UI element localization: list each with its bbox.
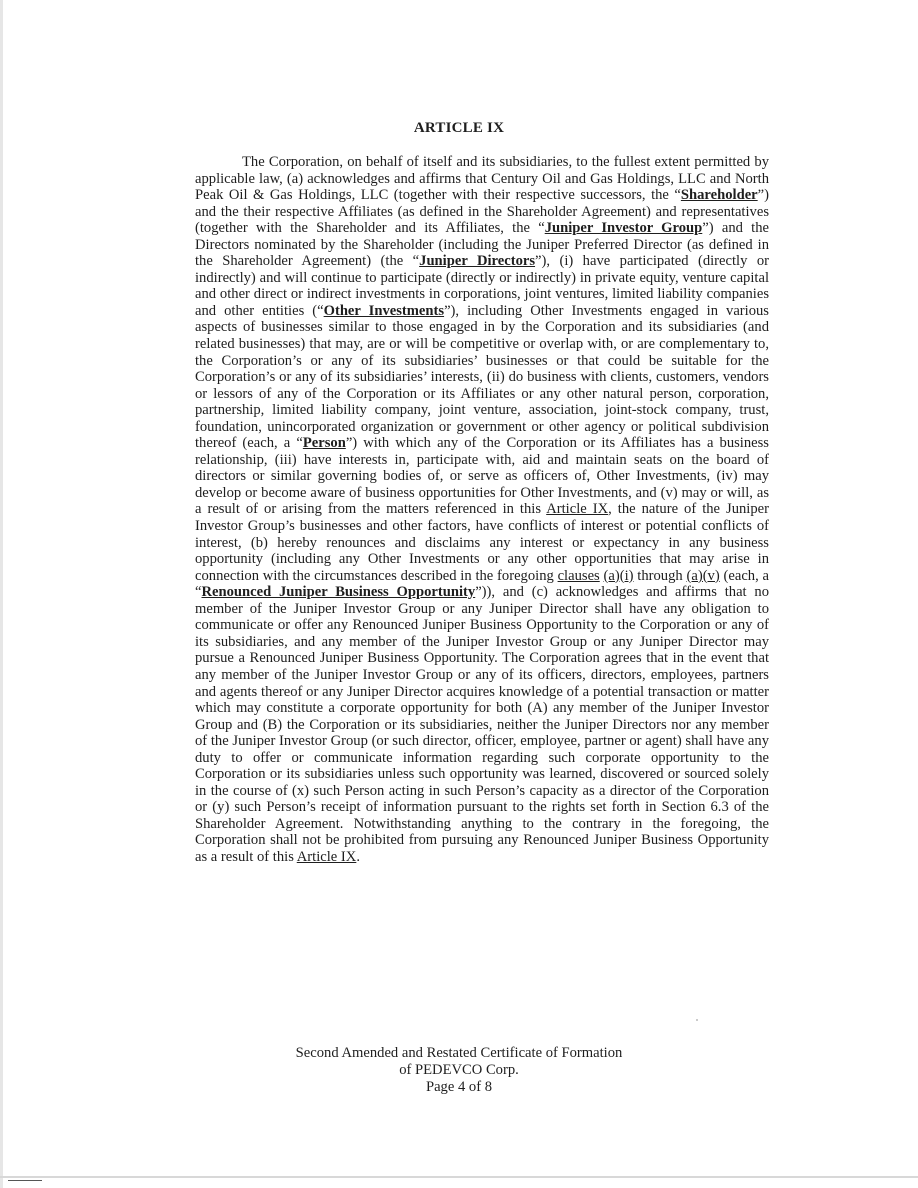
body-text-segment: ”) and the their respective Affiliates (as defined in the Shareholder Agreement) and representatives (together with the Shareholder and its Affiliates, the “ (195, 187, 769, 237)
body-text-segment: ”) and the Directors nominated by the Shareholder (including the Juniper Preferred Director (as defined in the Shareholder Agreement) (the “ (195, 220, 769, 270)
body-text-segment: (each, a “ (195, 567, 770, 601)
scan-speck (696, 1019, 698, 1021)
body-text-segment: , the nature of the Juniper Investor Group’s businesses and other factors, have conflicts of interest or potential conflicts of interest, (b) hereby renounces and disclaims any interest or expectancy in any business opportunity (including any Other Investments or any other opportunities that may arise in connection with the circumstances described in the foregoing (195, 501, 769, 584)
article-heading: ARTICLE IX (413, 120, 505, 136)
body-text-segment: ”), (i) have participated (directly or indirectly) and will continue to participate (directly or indirectly) in private equity, venture capital and other direct or indirect investments in corporations, joint ventures, limited liability companies and other entities (“ (195, 253, 769, 319)
body-text-segment: ”) with which any of the Corporation or its Affiliates has a business relationship, (iii) have interests in, participate with, aid and maintain seats on the board of directors or similar governing bodies of, or serve as officers of, Other Investments, (iv) may develop or become aware of business opportunities for Other Investments, and (v) may or will, as a result of or arising from the matters referenced in this (195, 435, 769, 518)
footer-page-number: Page 4 of 8 (425, 1079, 493, 1095)
body-text-segment: The Corporation, on behalf of itself and its subsidiaries, to the fullest extent permitted by applicable law, (a) acknowledges and affirms that Century Oil and Gas Holdings, LLC and North Peak Oil & Gas Holdings, LLC (together with their respective successors, the “ (195, 154, 769, 204)
body-text-segment: ”), including Other Investments engaged in various aspects of businesses similar to those engaged in by the Corporation and its subsidiaries (and related businesses) that may, are or will be competitive or overlap with, or are complementary to, the Corporation’s or any of its subsidiaries’ businesses or that could be suitable for the Corporation’s or any of its subsidiaries’ interests, (ii) do business with clients, customers, vendors or lessors of any of the Corporation or its Affiliates or any other natural person, corporation, partnership, limited liability company, joint venture, association, joint-stock company, trust, foundation, unincorporated organization or government or other agency or political subdivision thereof (each, a “ (195, 302, 769, 452)
scan-bottom-edge (0, 1176, 918, 1178)
scan-edge-shadow (0, 0, 3, 1188)
cross-reference-article-ix: Article IX (296, 848, 357, 865)
body-text-segment: . (356, 848, 360, 865)
cross-reference-article-ix: Article IX (546, 501, 609, 518)
defined-term-renounced-opportunity: Renounced Juniper Business Opportunity (201, 584, 476, 601)
cross-reference-clause-a-v: (a)(v) (686, 567, 720, 584)
defined-term-juniper-directors: Juniper Directors (419, 253, 536, 270)
cross-reference-clause-a-i: (a)(i) (603, 567, 634, 584)
footer-document-title: Second Amended and Restated Certificate of Formation (295, 1045, 623, 1061)
body-text-segment: ”)), and (c) acknowledges and affirms that no member of the Juniper Investor Group or any Juniper Director shall have any obligation to communicate or offer any Renounced Juniper Business Opportunity to the Corporation or any of its subsidiaries, and any member of the Juniper Investor Group or any Juniper Director may pursue a Renounced Juniper Business Opportunity. The Corporation agrees that in the event that any member of the Juniper Investor Group or any of its officers, directors, employees, partners and agents thereof or any Juniper Director acquires knowledge of a potential transaction or matter which may constitute a corporate opportunity for both (A) any member of the Juniper Investor Group and (B) the Corporation or its subsidiaries, neither the Juniper Directors nor any member of the Juniper Investor Group (or such director, officer, employee, partner or agent) shall have any duty to offer or communicate information regarding such corporate opportunity to the Corporation or its subsidiaries unless such opportunity was learned, discovered or sourced solely in the course of (x) such Person acting in such Person’s capacity as a director of the Corporation or (y) such Person’s receipt of information pursuant to the rights set forth in Section 6.3 of the Shareholder Agreement. Notwithstanding anything to the contrary in the foregoing, the Corporation shall not be prohibited from pursuing any Renounced Juniper Business Opportunity as a result of this (195, 584, 769, 865)
page-footer (0, 1045, 918, 1096)
defined-term-shareholder: Shareholder (680, 187, 758, 204)
defined-term-other-investments: Other Investments (323, 302, 445, 319)
cross-reference-clauses: clauses (557, 567, 600, 584)
body-text-segment: through (633, 567, 687, 584)
defined-term-person: Person (302, 435, 346, 452)
footer-company-name: of PEDEVCO Corp. (399, 1062, 519, 1078)
article-body-paragraph (195, 154, 769, 866)
scan-bottom-mark (8, 1180, 42, 1181)
defined-term-juniper-investor-group: Juniper Investor Group (544, 220, 703, 237)
